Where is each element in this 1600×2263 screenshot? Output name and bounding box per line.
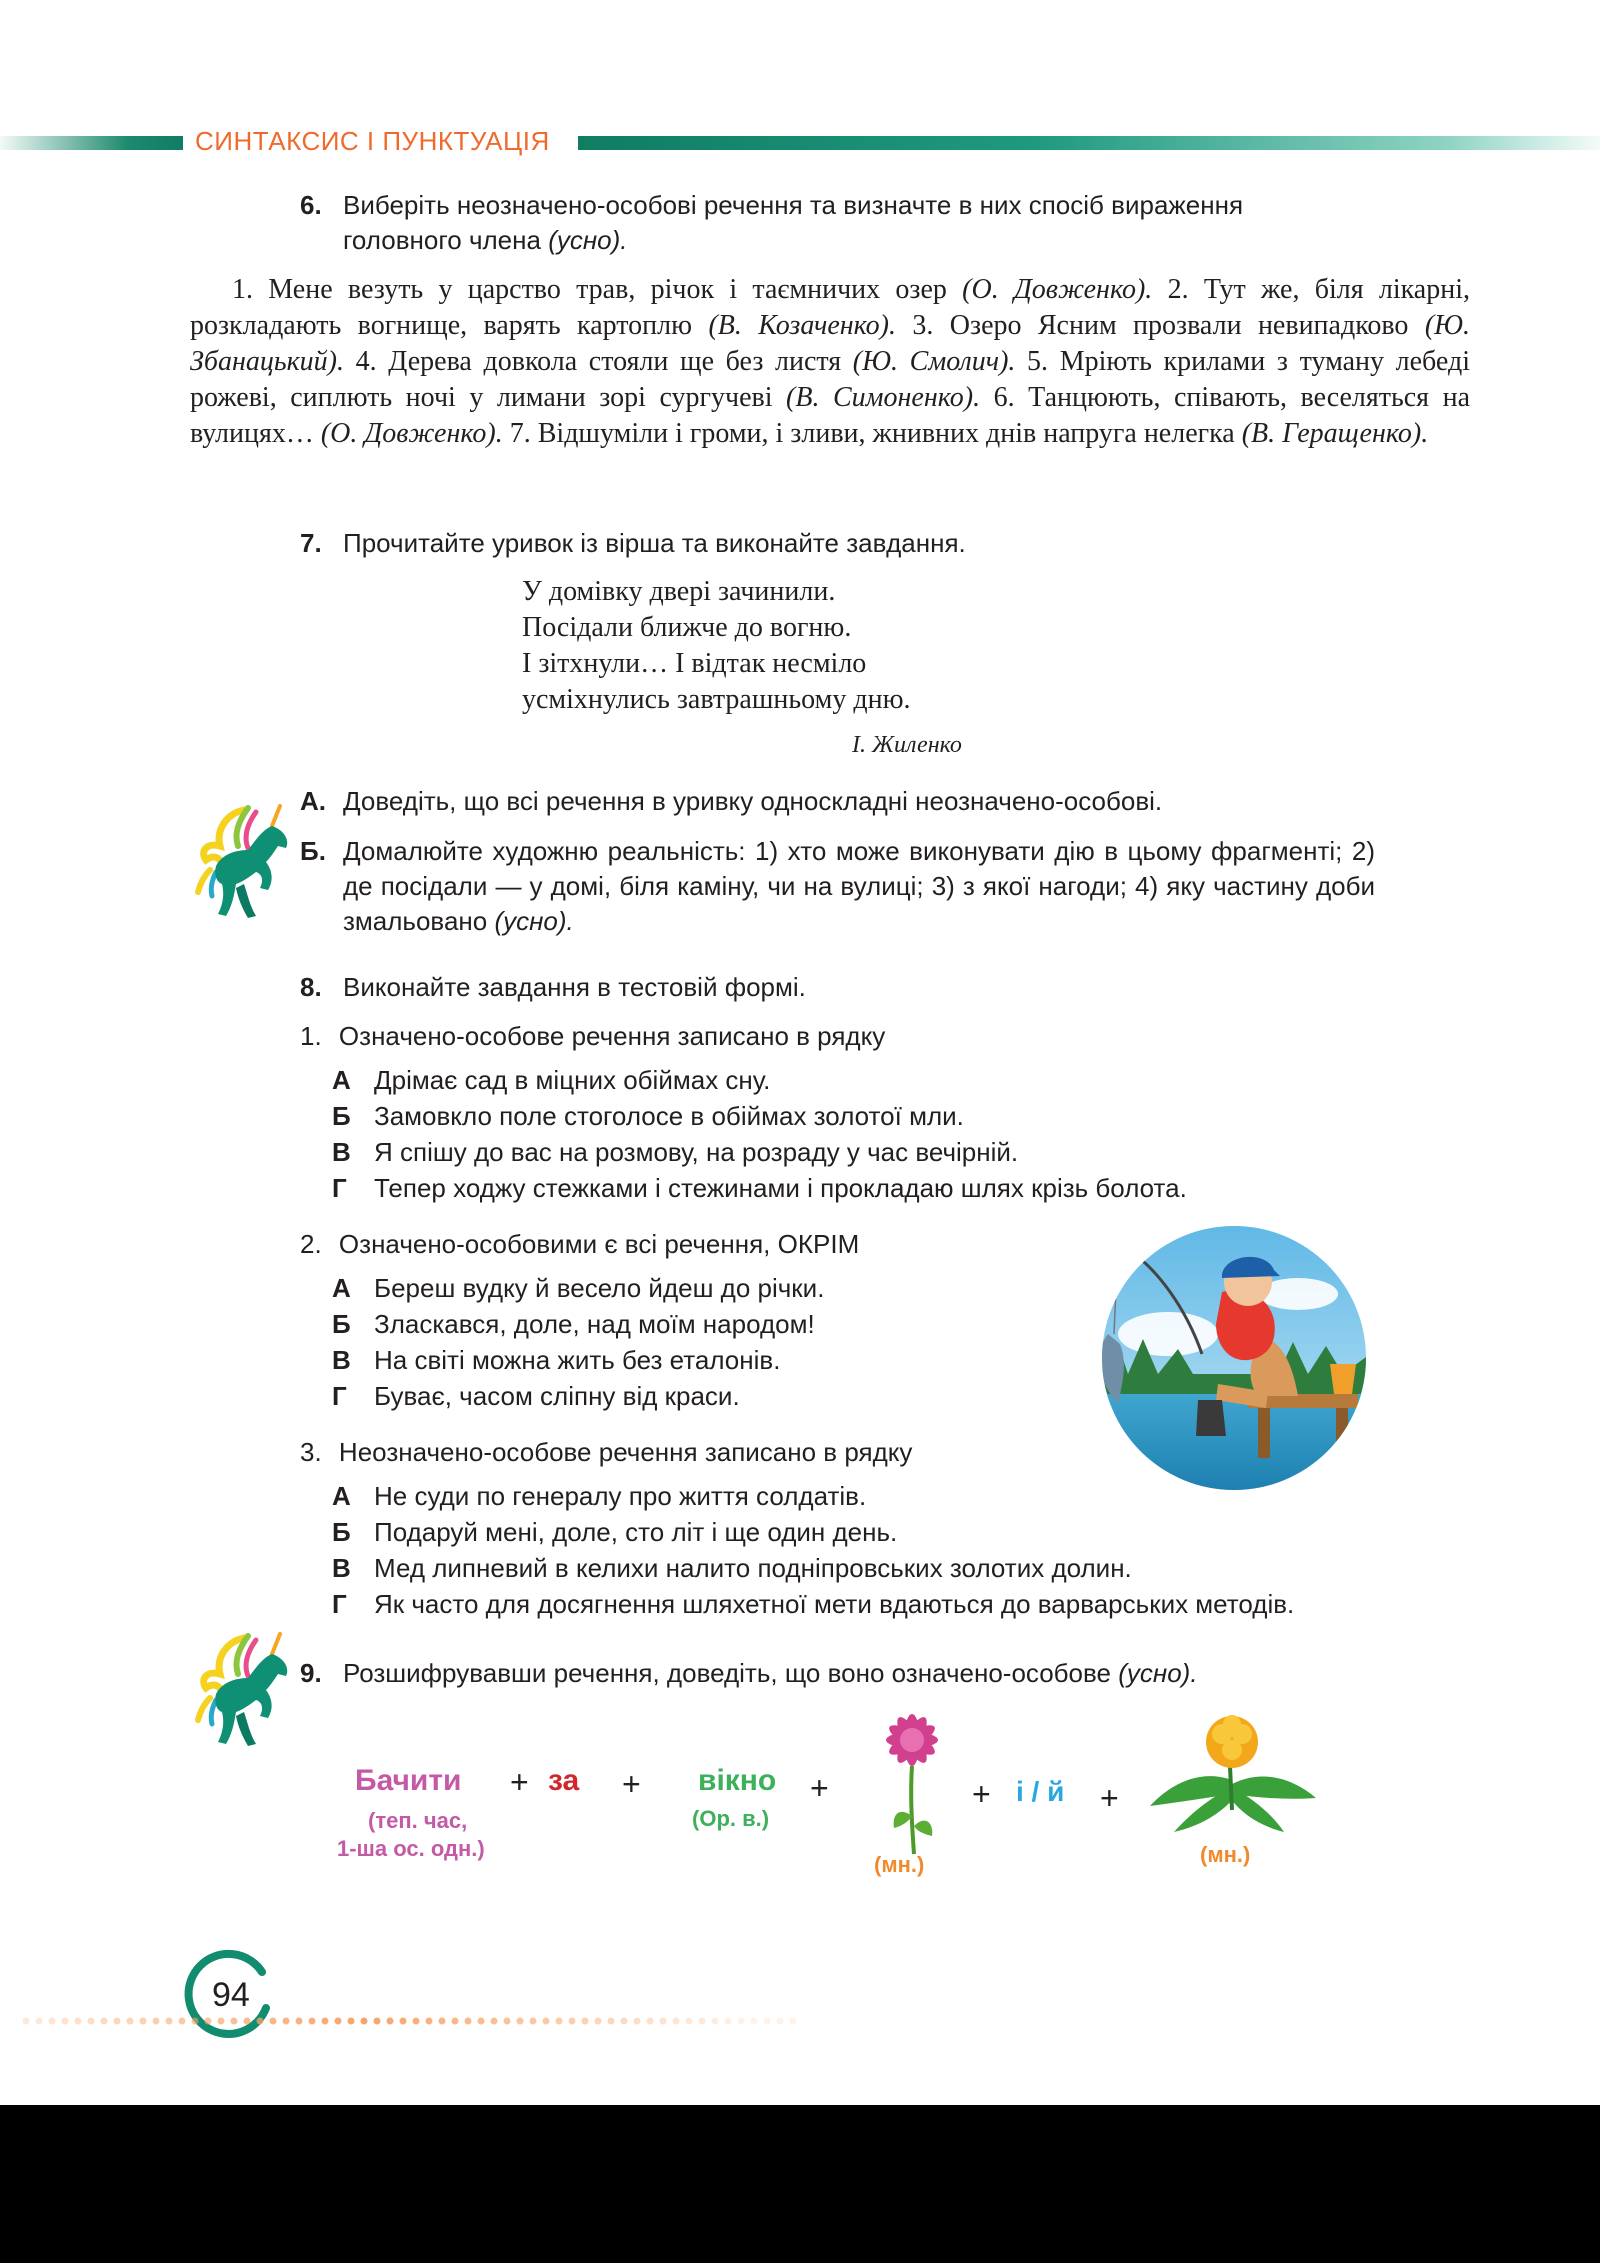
question-number: 1.: [300, 1021, 322, 1051]
question-text: Неозначено-особове речення записано в рядку: [338, 1437, 913, 1467]
footer-dot: [699, 2018, 706, 2025]
task-7-item-b: [300, 834, 1375, 939]
puzzle-word-3: вікно: [698, 1764, 777, 1797]
footer-dot: [101, 2018, 108, 2025]
footer-dot: [244, 2018, 251, 2025]
sentence-number: 5.: [1027, 346, 1049, 377]
unicorn-icon: [186, 1628, 302, 1752]
footer-dot: [257, 2018, 264, 2025]
sentence-number: 3.: [912, 310, 934, 341]
sentence-number: 4.: [355, 346, 377, 377]
question-text: Означено-особове речення записано в рядку: [338, 1021, 886, 1051]
footer-dot: [127, 2018, 134, 2025]
footer-dot: [231, 2018, 238, 2025]
footer-dot: [686, 2018, 693, 2025]
footer-dot: [426, 2018, 433, 2025]
sentence-source: (Ю. Смолич).: [852, 346, 1016, 377]
footer-dot: [673, 2018, 680, 2025]
poem-line: Посідали ближче до вогню.: [522, 612, 852, 643]
footer-dot: [790, 2018, 797, 2025]
poem: [522, 574, 911, 718]
sentence-source: (В. Козаченко).: [708, 310, 896, 341]
task-note: (усно).: [1118, 1658, 1198, 1688]
option-row: [332, 1062, 770, 1098]
task-text: Прочитайте уривок із вірша та виконайте завдання.: [343, 528, 966, 558]
task-number: 8.: [300, 972, 322, 1002]
task-text: Виконайте завдання в тестовій формі.: [343, 972, 806, 1002]
pink-aster-flower-icon: [862, 1706, 962, 1856]
footer-dot: [309, 2018, 316, 2025]
sentence-source: (В. Геращенко).: [1241, 418, 1429, 449]
footer-dot: [374, 2018, 381, 2025]
footer-dot: [634, 2018, 641, 2025]
question-1: [300, 1018, 885, 1054]
unicorn-icon: [186, 800, 302, 924]
footer-dot: [491, 2018, 498, 2025]
puzzle-word-1-note-2: 1-ша ос. одн.): [337, 1836, 485, 1861]
footer-dot: [348, 2018, 355, 2025]
option-row: [332, 1514, 897, 1550]
sentence-text: Озеро Ясним прозвали невипадково: [949, 310, 1409, 341]
question-number: 3.: [300, 1437, 322, 1467]
option-text: Буває, часом сліпну від краси.: [374, 1381, 740, 1411]
footer-dot: [75, 2018, 82, 2025]
footer-dot: [153, 2018, 160, 2025]
puzzle-word-4: і / й: [1016, 1776, 1065, 1807]
footer-dot: [751, 2018, 758, 2025]
footer-dot: [49, 2018, 56, 2025]
item-note: (усно).: [494, 906, 574, 936]
option-row: [332, 1342, 780, 1378]
option-row: [332, 1270, 824, 1306]
question-2: [300, 1226, 859, 1262]
item-text: Домалюйте художню реальність: 1) хто може виконувати дію в цьому фрагменті; 2) де посідали — у домі, біля каміну, чи на вулиці; 3) з якої нагоди; 4) яку частину доби змальовано: [343, 836, 1375, 936]
footer-dot: [322, 2018, 329, 2025]
footer-dot: [36, 2018, 43, 2025]
option-text: Не суди по генералу про життя солдатів.: [374, 1481, 867, 1511]
footer-dot: [114, 2018, 121, 2025]
footer-dot: [335, 2018, 342, 2025]
option-text: Береш вудку й весело йдеш до річки.: [374, 1273, 825, 1303]
option-letter: А: [332, 1481, 351, 1511]
footer-dot: [660, 2018, 667, 2025]
option-row: [332, 1306, 815, 1342]
footer-dot: [166, 2018, 173, 2025]
footer-dot: [400, 2018, 407, 2025]
footer-dot: [725, 2018, 732, 2025]
option-letter: В: [332, 1553, 351, 1583]
task-number: 6.: [300, 190, 322, 220]
plus-sign: +: [1100, 1780, 1119, 1816]
option-text: Тепер ходжу стежками і стежинами і прокладаю шлях крізь болота.: [374, 1173, 1187, 1203]
sentence-source: (О. Довженко).: [320, 418, 503, 449]
task-6-heading: [300, 188, 1360, 258]
question-number: 2.: [300, 1229, 322, 1259]
option-row: [332, 1478, 866, 1514]
plus-sign: +: [510, 1764, 529, 1800]
task-note: (усно).: [548, 225, 628, 255]
question-3: [300, 1434, 912, 1470]
footer-dot: [569, 2018, 576, 2025]
fisherman-boy-illustration: [1098, 1224, 1370, 1492]
sentence-source: (В. Симоненко).: [786, 382, 981, 413]
option-text: Як часто для досягнення шляхетної мети вдаються до варварських методів.: [374, 1589, 1295, 1619]
option-letter: Б: [332, 1309, 351, 1339]
option-letter: Г: [332, 1589, 347, 1619]
poem-author: І. Жиленко: [852, 732, 962, 758]
sentence-number: 1.: [232, 274, 253, 305]
puzzle-word-2: за: [548, 1764, 580, 1797]
option-row: [332, 1170, 1187, 1206]
puzzle-word-1: Бачити: [355, 1764, 462, 1797]
sentence-number: 6.: [993, 382, 1015, 413]
footer-dot: [140, 2018, 147, 2025]
footer-dot: [582, 2018, 589, 2025]
task-7-item-a: [300, 784, 1360, 819]
footer-dot: [387, 2018, 394, 2025]
item-text: Доведіть, що всі речення в уривку односкладні неозначено-особові.: [343, 786, 1163, 816]
option-letter: Б: [332, 1517, 351, 1547]
item-letter: А.: [300, 786, 326, 816]
footer-dot: [738, 2018, 745, 2025]
footer-dot: [192, 2018, 199, 2025]
header-bar-right: [578, 136, 1600, 150]
option-row: [332, 1134, 1018, 1170]
footer-dot: [556, 2018, 563, 2025]
option-letter: А: [332, 1065, 351, 1095]
footer-dotted-line: [20, 2016, 800, 2026]
poem-line: усміхнулись завтрашньому дню.: [522, 684, 911, 715]
option-letter: В: [332, 1345, 351, 1375]
plus-sign: +: [810, 1770, 829, 1806]
flower-1-note: (мн.): [874, 1852, 925, 1877]
poem-line: І зітхнули… І відтак несміло: [522, 648, 867, 679]
option-text: Мед липневий в келихи налито подніпровських золотих долин.: [374, 1553, 1132, 1583]
option-text: На світі можна жить без еталонів.: [374, 1345, 781, 1375]
plus-sign: +: [622, 1766, 641, 1802]
option-row: [332, 1586, 1294, 1622]
footer-dot: [504, 2018, 511, 2025]
footer-dot: [179, 2018, 186, 2025]
footer-dot: [439, 2018, 446, 2025]
footer-dot: [205, 2018, 212, 2025]
option-letter: Г: [332, 1381, 347, 1411]
option-text: Дрімає сад в міцних обіймах сну.: [374, 1065, 771, 1095]
task-9-heading: [300, 1656, 1360, 1691]
sentence-text: Мріють крилами з туману лебеді рожеві, сиплють ночі у лимани зорі сургучеві: [190, 346, 1471, 413]
header-bar-left: [0, 136, 183, 150]
option-row: [332, 1378, 740, 1414]
option-text: Подаруй мені, доле, сто літ і ще один день.: [374, 1517, 898, 1547]
sentence-source: (Ю. Збанацький).: [190, 310, 1471, 377]
option-letter: А: [332, 1273, 351, 1303]
option-row: [332, 1550, 1132, 1586]
item-letter: Б.: [300, 836, 326, 866]
section-title: СИНТАКСИС І ПУНКТУАЦІЯ: [195, 126, 550, 156]
footer-dot: [478, 2018, 485, 2025]
footer-dot: [465, 2018, 472, 2025]
marigold-flower-icon: [1144, 1710, 1320, 1836]
footer-dot: [608, 2018, 615, 2025]
footer-dot: [595, 2018, 602, 2025]
option-letter: Г: [332, 1173, 347, 1203]
footer-dot: [764, 2018, 771, 2025]
task-number: 9.: [300, 1658, 322, 1688]
footer-dot: [712, 2018, 719, 2025]
poem-line: У домівку двері зачинили.: [522, 576, 836, 607]
footer-dot: [621, 2018, 628, 2025]
sentence-text: Дерева довкола стояли ще без листя: [388, 346, 842, 377]
option-letter: В: [332, 1137, 351, 1167]
question-text: Означено-особовими є всі речення, ОКРІМ: [338, 1229, 860, 1259]
option-row: [332, 1098, 964, 1134]
option-text: Зласкався, доле, над моїм народом!: [374, 1309, 815, 1339]
footer-dot: [517, 2018, 524, 2025]
sentence-source: (О. Довженко).: [962, 274, 1153, 305]
sentence-text: Мене везуть у царство трав, річок і таємничих озер: [268, 274, 947, 305]
task-text: Розшифрувавши речення, доведіть, що воно означено-особове: [343, 1658, 1111, 1688]
puzzle-word-3-note: (Ор. в.): [692, 1806, 770, 1831]
footer-dot: [283, 2018, 290, 2025]
flower-2-note: (мн.): [1200, 1842, 1251, 1867]
footer-dot: [452, 2018, 459, 2025]
task-number: 7.: [300, 528, 322, 558]
option-text: Я спішу до вас на розмову, на розраду у час вечірній.: [374, 1137, 1019, 1167]
task-6-sentences: [190, 272, 1470, 452]
footer-dot: [777, 2018, 784, 2025]
sentence-text: Танцюють, співають, веселяться на вулицях…: [190, 382, 1470, 449]
option-letter: Б: [332, 1101, 351, 1131]
sentence-text: Тут же, біля лікарні, розкладають вогнище, варять картоплю: [190, 274, 1470, 341]
footer-dot: [62, 2018, 69, 2025]
task-7-heading: [300, 526, 1360, 561]
plus-sign: +: [972, 1776, 991, 1812]
footer-dot: [218, 2018, 225, 2025]
footer-dot: [270, 2018, 277, 2025]
sentence-number: 2.: [1167, 274, 1189, 305]
footer-dot: [23, 2018, 30, 2025]
footer-dot: [543, 2018, 550, 2025]
footer-dot: [88, 2018, 95, 2025]
sentence-text: Відшуміли і громи, і зливи, жнивних днів напруга нелегка: [537, 418, 1235, 449]
footer-dot: [647, 2018, 654, 2025]
footer-dot: [361, 2018, 368, 2025]
task-text: Виберіть неозначено-особові речення та визначте в них спосіб вираження головного члена: [343, 190, 1244, 255]
sentence-number: 7.: [509, 418, 531, 449]
page-number: 94: [212, 1976, 250, 2014]
puzzle-word-1-note-1: (теп. час,: [368, 1808, 468, 1833]
footer-dot: [296, 2018, 303, 2025]
footer-dot: [530, 2018, 537, 2025]
footer-dot: [413, 2018, 420, 2025]
task-8-heading: [300, 970, 1360, 1005]
option-text: Замовкло поле стоголосе в обіймах золотої мли.: [374, 1101, 964, 1131]
